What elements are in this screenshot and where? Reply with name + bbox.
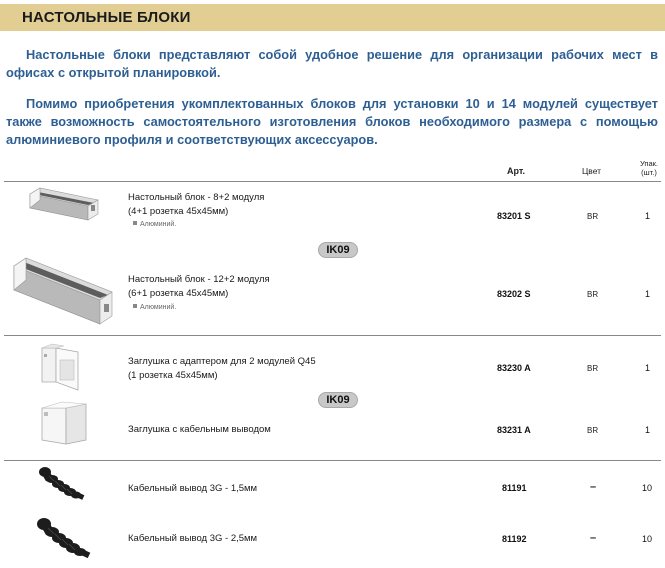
row-2-desc-line2: (6+1 розетка 45х45мм) (128, 288, 229, 299)
row-1-color: BR (587, 212, 599, 221)
cable-gland-black-image (34, 464, 92, 504)
row-3-desc-line2: (1 розетка 45х45мм) (128, 370, 218, 381)
row-1-desc-line1: Настольный блок - 8+2 модуля (128, 192, 265, 203)
page-title: НАСТОЛЬНЫЕ БЛОКИ (22, 9, 191, 26)
table-divider (4, 460, 661, 461)
row-1-note-text: Алюминий. (140, 221, 177, 228)
row-1-qty: 1 (644, 211, 650, 221)
row-2-art: 83202 S (497, 289, 531, 299)
desk-block-12-module-image (10, 250, 118, 332)
end-cap-cable-outlet-image (36, 400, 92, 452)
row-5-color: – (590, 481, 597, 493)
row-3-desc-line1: Заглушка с адаптером для 2 модулей Q45 (128, 356, 316, 367)
row-3-description (128, 355, 316, 383)
intro-paragraph-2: Помимо приобретения укомплектованных блоков для установки 10 и 14 модулей существует также возможность самостоятельного изготовления блоков необходимого размера с помощью алюминиевого профиля и соответствующих аксессуаров. (6, 96, 658, 147)
row-6-qty: 10 (641, 534, 652, 544)
ik-rating-badge: IK09 (318, 242, 358, 258)
row-2-note-text: Алюминий. (140, 304, 177, 311)
header-pack-line2: (шт.) (641, 168, 657, 177)
row-3-color: BR (587, 364, 599, 373)
bullet-square-icon (133, 304, 137, 308)
row-2-description (128, 273, 270, 301)
row-3-qty: 1 (644, 363, 650, 373)
row-1-description (128, 191, 264, 219)
intro-paragraph-1: Настольные блоки представляют собой удобное решение для организации рабочих мест в офисах с открытой планировкой. (6, 47, 658, 80)
row-4-description (128, 423, 271, 437)
row-3-art: 83230 A (497, 363, 531, 373)
desk-block-8-module-image (24, 184, 102, 224)
table-divider (4, 181, 661, 182)
header-art: Арт. (507, 166, 525, 176)
row-5-qty: 10 (641, 483, 652, 493)
header-pack (636, 159, 662, 177)
row-6-desc-line1: Кабельный вывод 3G - 2,5мм (128, 533, 258, 544)
row-4-color: BR (587, 426, 599, 435)
title-bar (0, 4, 665, 31)
row-5-art: 81191 (502, 483, 527, 493)
row-2-desc-line1: Настольный блок - 12+2 модуля (128, 274, 270, 285)
row-6-color: – (590, 532, 597, 544)
end-cap-adapter-image (34, 342, 88, 398)
row-5-description (128, 482, 257, 496)
header-color: Цвет (582, 166, 602, 176)
row-4-qty: 1 (644, 425, 650, 435)
row-5-desc-line1: Кабельный вывод 3G - 1,5мм (128, 483, 258, 494)
row-6-description (128, 532, 257, 546)
header-pack-line1: Упак. (639, 159, 659, 168)
cable-gland-black-image (32, 514, 96, 564)
row-2-qty: 1 (644, 289, 650, 299)
row-1-note (133, 221, 176, 228)
row-1-desc-line2: (4+1 розетка 45х45мм) (128, 206, 229, 217)
ik-rating-badge: IK09 (318, 392, 358, 408)
row-1-art: 83201 S (497, 211, 531, 221)
row-4-desc-line1: Заглушка с кабельным выводом (128, 424, 271, 435)
bullet-square-icon (133, 221, 137, 225)
row-6-art: 81192 (502, 534, 527, 544)
row-2-color: BR (587, 290, 599, 299)
row-2-note (133, 304, 176, 311)
row-4-art: 83231 A (497, 425, 531, 435)
table-divider (4, 335, 661, 336)
